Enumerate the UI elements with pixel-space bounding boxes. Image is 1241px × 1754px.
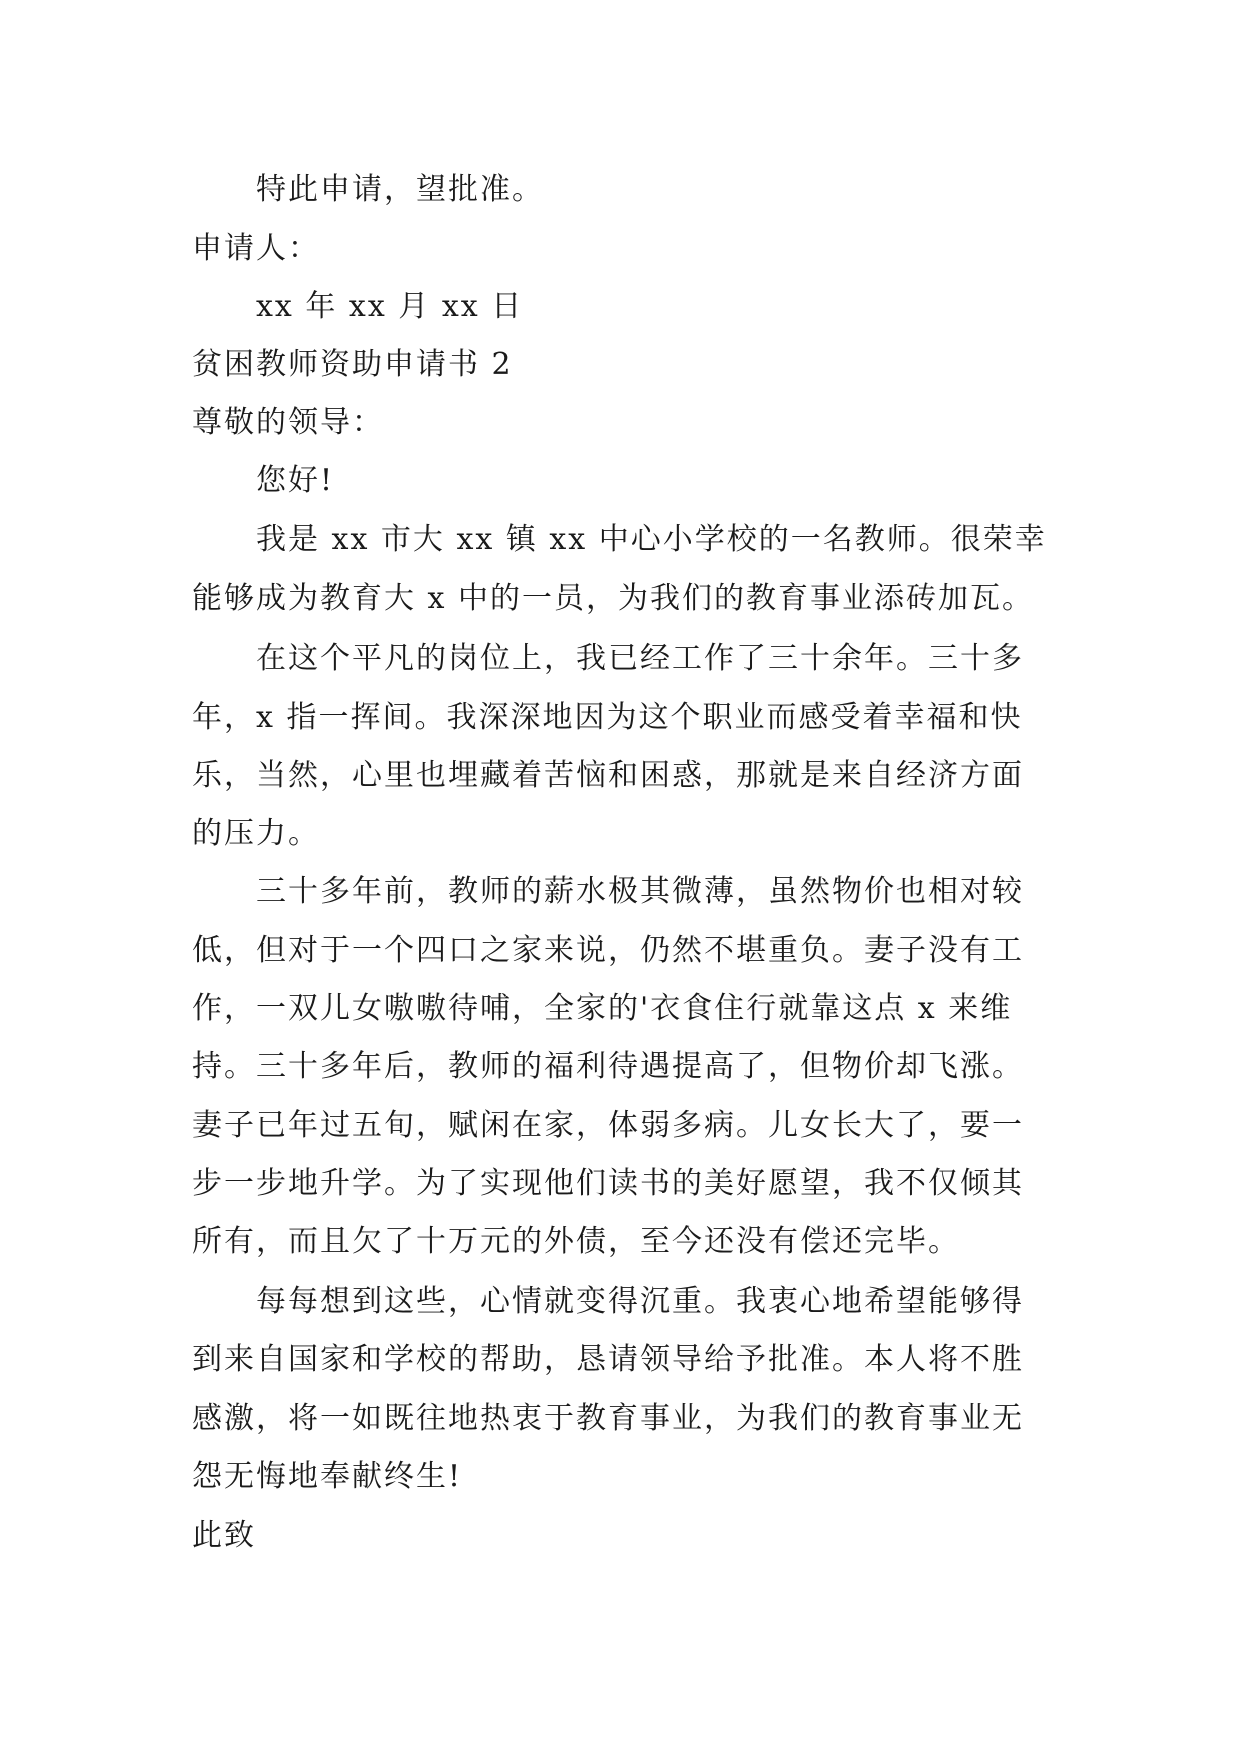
paragraph-2-line-3: 乐，当然，心里也埋藏着苦恼和困惑，那就是来自经济方面	[192, 758, 1024, 793]
paragraph-3-line-7: 所有，而且欠了十万元的外债，至今还没有偿还完毕。	[192, 1224, 960, 1259]
paragraph-1-line-2: 能够成为教育大 x 中的一员，为我们的教育事业添砖加瓦。	[192, 581, 1034, 616]
paragraph-3-line-5: 妻子已年过五旬，赋闲在家，体弱多病。儿女长大了，要一	[192, 1108, 1024, 1143]
paragraph-2-line-1: 在这个平凡的岗位上，我已经工作了三十余年。三十多	[256, 641, 1024, 676]
closing-line: 特此申请，望批准。	[256, 172, 544, 207]
paragraph-3-line-1: 三十多年前，教师的薪水极其微薄，虽然物价也相对较	[256, 874, 1024, 909]
paragraph-3-line-2: 低，但对于一个四口之家来说，仍然不堪重负。妻子没有工	[192, 933, 1024, 968]
paragraph-3-line-4: 持。三十多年后，教师的福利待遇提高了，但物价却飞涨。	[192, 1049, 1024, 1084]
paragraph-1-line-1: 我是 xx 市大 xx 镇 xx 中心小学校的一名教师。很荣幸	[256, 522, 1047, 557]
salutation: 尊敬的领导：	[192, 405, 384, 440]
greeting: 您好!	[256, 463, 335, 498]
date-line: xx 年 xx 月 xx 日	[256, 289, 524, 324]
paragraph-2-line-4: 的压力。	[192, 816, 320, 851]
paragraph-4-line-4: 怨无悔地奉献终生!	[192, 1459, 463, 1494]
sign-off: 此致	[192, 1518, 256, 1553]
paragraph-2-line-2: 年，x 指一挥间。我深深地因为这个职业而感受着幸福和快	[192, 700, 1023, 735]
paragraph-3-line-3: 作，一双儿女嗷嗷待哺，全家的'衣食住行就靠这点 x 来维	[192, 991, 1013, 1026]
paragraph-4-line-1: 每每想到这些，心情就变得沉重。我衷心地希望能够得	[256, 1284, 1024, 1319]
applicant-label: 申请人：	[192, 231, 320, 266]
paragraph-3-line-6: 步一步地升学。为了实现他们读书的美好愿望，我不仅倾其	[192, 1166, 1024, 1201]
document-title: 贫困教师资助申请书 2	[192, 347, 513, 382]
paragraph-4-line-3: 感激，将一如既往地热衷于教育事业，为我们的教育事业无	[192, 1401, 1024, 1436]
paragraph-4-line-2: 到来自国家和学校的帮助，恳请领导给予批准。本人将不胜	[192, 1342, 1024, 1377]
